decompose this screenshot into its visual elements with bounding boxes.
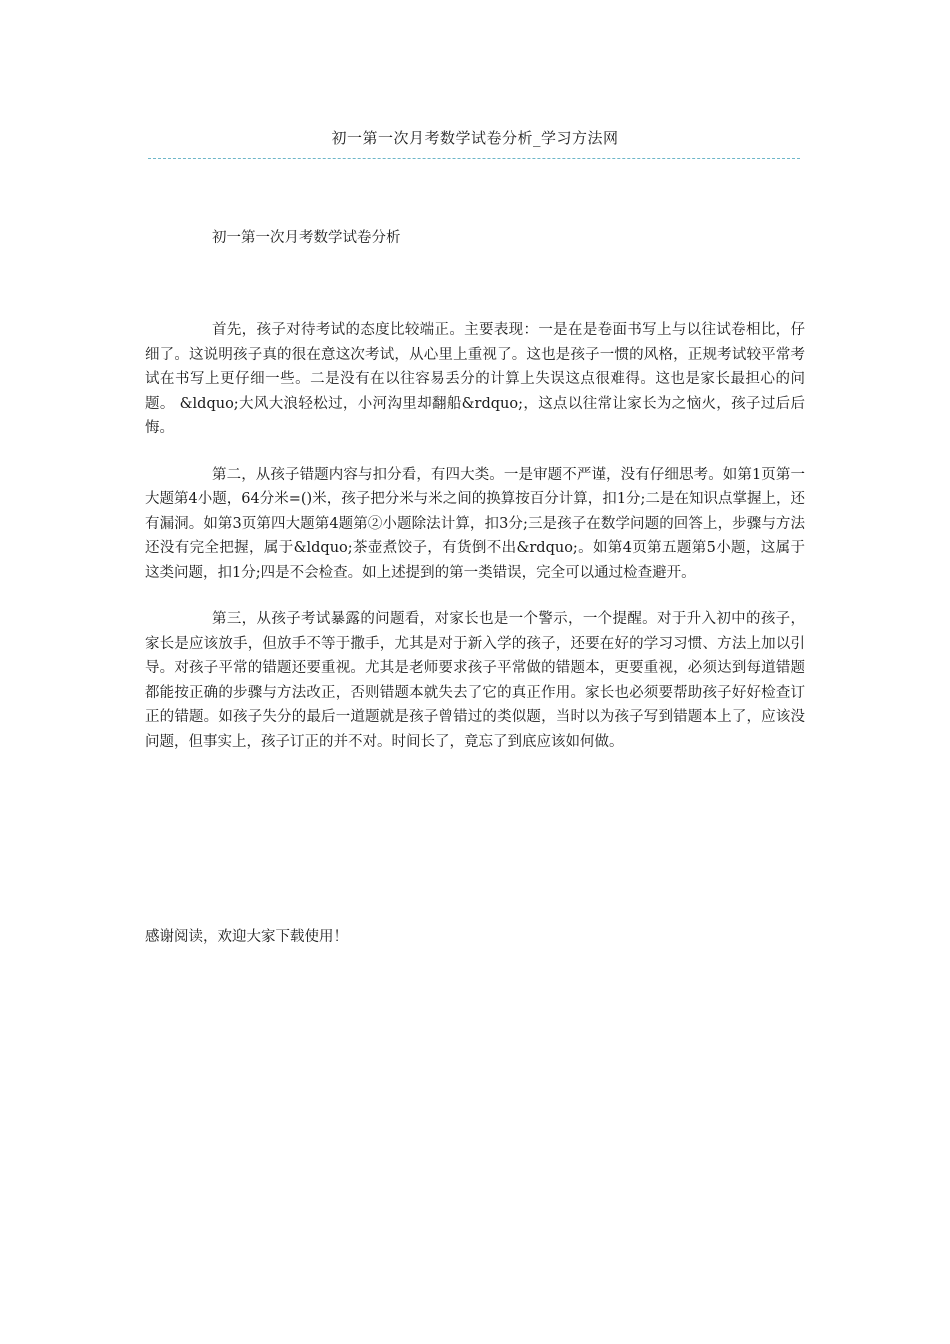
closing-note: 感谢阅读，欢迎大家下载使用！ (145, 929, 348, 945)
article-paragraph-1: 首先，孩子对待考试的态度比较端正。主要表现：一是在是卷面书写上与以往试卷相比，仔细了。这说明孩子真的很在意这次考试，从心里上重视了。这也是孩子一惯的风格，正规考试较平常考试在书写上更仔细一些。二是没有在以往容易丢分的计算上失误这点很难得。这也是家长最担心的问题。 &ldquo;大风大浪轻松过，小河沟里却翻船&rdquo;，这点以往常让家长为之恼火，孩子过后后悔。 (145, 322, 805, 436)
article-paragraph-2: 第二，从孩子错题内容与扣分看，有四大类。一是审题不严谨，没有仔细思考。如第1页第一大题第4小题，64分米=()米，孩子把分米与米之间的换算按百分计算，扣1分;二是在知识点掌握上，还有漏洞。如第3页第四大题第4题第②小题除法计算，扣3分;三是孩子在数学问题的回答上，步骤与方法还没有完全把握，属于&ldquo;茶壶煮饺子，有货倒不出&rdquo;。如第4页第五题第5小题，这属于这类问题，扣1分;四是不会检查。如上述提到的第一类错误，完全可以通过检查避开。 (145, 466, 805, 581)
article-body (145, 226, 805, 776)
page-header-title: 初一第一次月考数学试卷分析_学习方法网 (331, 129, 619, 147)
header-divider (148, 158, 800, 159)
article-paragraph-3: 第三，从孩子考试暴露的问题看，对家长也是一个警示，一个提醒。对于升入初中的孩子，家长是应该放手，但放手不等于撒手，尤其是对于新入学的孩子，还要在好的学习习惯、方法上加以引导。对孩子平常的错题还要重视。尤其是老师要求孩子平常做的错题本，更要重视，必须达到每道错题都能按正确的步骤与方法改正，否则错题本就失去了它的真正作用。家长也必须要帮助孩子好好检查订正的错题。如孩子失分的最后一道题就是孩子曾错过的类似题，当时以为孩子写到错题本上了，应该没问题，但事实上，孩子订正的并不对。时间长了，竟忘了到底应该如何做。 (145, 611, 805, 750)
article-heading: 初一第一次月考数学试卷分析 (212, 230, 401, 246)
